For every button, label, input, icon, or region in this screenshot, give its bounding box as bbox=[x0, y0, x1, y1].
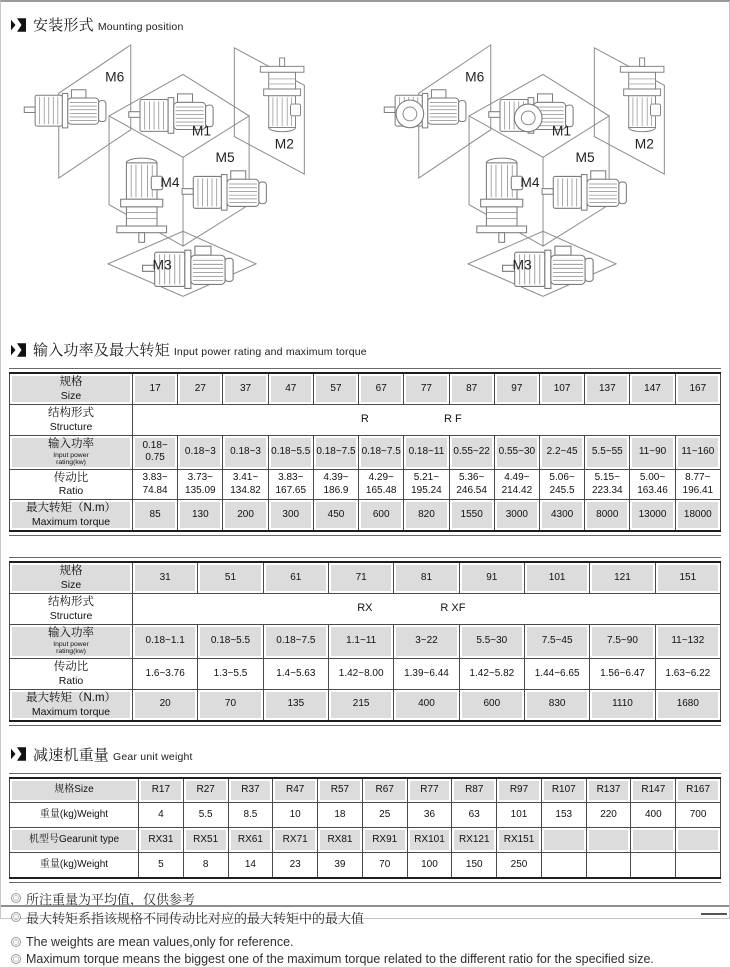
table-cell: 5.5~​55 bbox=[585, 435, 630, 469]
table-cell: 250 bbox=[497, 853, 542, 878]
table-cell: 31 bbox=[133, 562, 198, 593]
table-cell: 0.18~​0.75 bbox=[133, 435, 178, 469]
table-cell: RX81 bbox=[318, 828, 363, 853]
section-title-en: Mounting position bbox=[97, 21, 184, 33]
table-cell: 8 bbox=[183, 853, 228, 878]
table-cell bbox=[541, 853, 586, 878]
table-cell: 107 bbox=[539, 373, 584, 404]
power-torque-table-rx-series bbox=[9, 561, 721, 721]
table-cell: 20 bbox=[133, 689, 198, 720]
position-label-m3: M3 bbox=[512, 257, 532, 273]
row-header-weight: 重量(kg)Weight bbox=[10, 853, 139, 878]
double-chevron-icon bbox=[11, 747, 26, 761]
table-cell: 137 bbox=[585, 373, 630, 404]
table-cell: RX61 bbox=[228, 828, 273, 853]
table-cell: 61 bbox=[263, 562, 328, 593]
table-cell: 47 bbox=[268, 373, 313, 404]
table-cell: R57 bbox=[318, 778, 363, 803]
table-cell: 3~​22 bbox=[394, 625, 459, 659]
table-cell: 1.4~​5.63 bbox=[263, 658, 328, 689]
section-title-en: Gear unit weight bbox=[113, 750, 193, 763]
table-cell: 5.5 bbox=[183, 803, 228, 828]
table-cell: 1.42~​5.82 bbox=[459, 658, 524, 689]
mounting-section-header bbox=[11, 14, 729, 35]
table-row-ratio bbox=[10, 658, 721, 689]
table-row-max-torque bbox=[10, 500, 721, 531]
table-cell: 400 bbox=[394, 689, 459, 720]
note-text: 所注重量为平均值，仅供参考 bbox=[26, 891, 196, 907]
table-row-ratio bbox=[10, 469, 721, 500]
table-cell: 1.6~​3.76 bbox=[133, 658, 198, 689]
table-cell: 17 bbox=[133, 373, 178, 404]
row-header-gearunit-type: 机型号Gearunit type bbox=[10, 828, 139, 853]
table-cell: 5.06~​245.5 bbox=[539, 469, 584, 500]
table-cell: 100 bbox=[407, 853, 452, 878]
row-header-input-power: 输入功率 Input power rating(kw) bbox=[10, 435, 133, 469]
table-row-weight bbox=[10, 803, 721, 828]
table-cell: 600 bbox=[359, 500, 404, 531]
page-bottom-rule bbox=[1, 905, 729, 907]
table-cell: RX91 bbox=[362, 828, 407, 853]
table-row-max-torque bbox=[10, 689, 721, 720]
bullseye-icon bbox=[11, 954, 21, 964]
table-r-series-wrap bbox=[9, 368, 721, 536]
position-label-m5: M5 bbox=[575, 150, 595, 166]
table-cell: 5.5~​30 bbox=[459, 625, 524, 659]
weight-section-header bbox=[11, 744, 729, 765]
power-section-header bbox=[11, 339, 729, 360]
table-cell: 63 bbox=[452, 803, 497, 828]
table-cell: 147 bbox=[630, 373, 675, 404]
row-header-size: 规格 Size bbox=[10, 562, 133, 593]
table-row-size bbox=[10, 562, 721, 593]
bullseye-icon bbox=[11, 893, 21, 903]
structure-cell bbox=[133, 404, 721, 435]
table-row-size bbox=[10, 778, 721, 803]
table-cell: 5.00~​163.46 bbox=[630, 469, 675, 500]
table-cell: 91 bbox=[459, 562, 524, 593]
table-cell: RX151 bbox=[497, 828, 542, 853]
bullseye-icon bbox=[11, 912, 21, 922]
table-cell: 4.39~​186.9 bbox=[313, 469, 358, 500]
table-cell bbox=[586, 828, 631, 853]
table-cell bbox=[631, 828, 676, 853]
table-cell: 5.21~​195.24 bbox=[404, 469, 449, 500]
table-cell: RX101 bbox=[407, 828, 452, 853]
table-row-gearunit-type bbox=[10, 828, 721, 853]
table-cell: 1.42~​8.00 bbox=[328, 658, 393, 689]
table-cell: 1.1~​11 bbox=[328, 625, 393, 659]
table-cell: 3.83~​167.65 bbox=[268, 469, 313, 500]
mounting-diagram-right bbox=[367, 37, 723, 323]
table-cell: R167 bbox=[676, 778, 721, 803]
table-cell bbox=[631, 853, 676, 878]
table-cell: 3.41~​134.82 bbox=[223, 469, 268, 500]
position-label-m4: M4 bbox=[160, 174, 180, 190]
table-cell: 4 bbox=[139, 803, 184, 828]
table-cell: 400 bbox=[631, 803, 676, 828]
table-rx-series-wrap bbox=[9, 557, 721, 725]
table-cell: 4300 bbox=[539, 500, 584, 531]
section-title-zh: 输入功率及最大转矩 bbox=[33, 342, 170, 359]
table-cell: 5.15~​223.34 bbox=[585, 469, 630, 500]
table-cell bbox=[676, 828, 721, 853]
section-title-zh: 减速机重量 bbox=[33, 746, 110, 764]
note-text: Maximum torque means the biggest one of the maximum torque related to the different ratio for the specified size. bbox=[26, 952, 654, 967]
table-row-weight2 bbox=[10, 853, 721, 878]
table-cell: 77 bbox=[404, 373, 449, 404]
section-title-en: Input power rating and maximum torque bbox=[173, 346, 367, 358]
position-label-m2: M2 bbox=[274, 136, 294, 152]
table-cell: 4.49~​214.42 bbox=[494, 469, 539, 500]
mounting-diagram-left bbox=[7, 37, 363, 323]
table-cell: R137 bbox=[586, 778, 631, 803]
table-cell: 11~​132 bbox=[655, 625, 720, 659]
table-cell: 0.55~​30 bbox=[494, 435, 539, 469]
structure-rf: R F bbox=[444, 412, 462, 425]
table-cell: 820 bbox=[404, 500, 449, 531]
table-row-size bbox=[10, 373, 721, 404]
note-text: 最大转矩系指该规格不同传动比对应的最大转矩中的最大值 bbox=[26, 910, 365, 926]
table-cell: R37 bbox=[228, 778, 273, 803]
table-cell: 600 bbox=[459, 689, 524, 720]
table-cell: 121 bbox=[590, 562, 655, 593]
table-cell: 215 bbox=[328, 689, 393, 720]
table-cell: 67 bbox=[359, 373, 404, 404]
table-cell: 3000 bbox=[494, 500, 539, 531]
table-row-input-power bbox=[10, 435, 721, 469]
table-cell: 0.18~​5.5 bbox=[268, 435, 313, 469]
position-label-m2: M2 bbox=[634, 136, 654, 152]
crop-mark bbox=[701, 913, 727, 915]
table-cell: 1.56~​6.47 bbox=[590, 658, 655, 689]
table-cell: R107 bbox=[541, 778, 586, 803]
mounting-diagrams bbox=[1, 35, 729, 325]
table-row-input-power bbox=[10, 625, 721, 659]
table-cell: 7.5~​90 bbox=[590, 625, 655, 659]
table-cell: 700 bbox=[676, 803, 721, 828]
row-header-ratio: 传动比 Ratio bbox=[10, 658, 133, 689]
table-cell: 8000 bbox=[585, 500, 630, 531]
row-header-max-torque: 最大转矩（N.m） Maximum torque bbox=[10, 689, 133, 720]
table-cell: 0.18~​3 bbox=[223, 435, 268, 469]
note-line bbox=[11, 909, 729, 926]
row-header-weight: 重量(kg)Weight bbox=[10, 803, 139, 828]
table-cell: 23 bbox=[273, 853, 318, 878]
table-cell: 8.5 bbox=[228, 803, 273, 828]
table-cell: 300 bbox=[268, 500, 313, 531]
table-cell: 135 bbox=[263, 689, 328, 720]
bullseye-icon bbox=[11, 937, 21, 947]
table-cell: 1.63~​6.22 bbox=[655, 658, 720, 689]
table-cell: 1.3~​5.5 bbox=[198, 658, 263, 689]
table-cell: 14 bbox=[228, 853, 273, 878]
table-cell bbox=[676, 853, 721, 878]
table-cell: 97 bbox=[494, 373, 539, 404]
table-cell: 3.73~​135.09 bbox=[178, 469, 223, 500]
table-cell: 0.18~​7.5 bbox=[359, 435, 404, 469]
table-cell: 0.18~​7.5 bbox=[313, 435, 358, 469]
position-label-m6: M6 bbox=[465, 69, 485, 85]
table-cell: R67 bbox=[362, 778, 407, 803]
note-line bbox=[11, 935, 729, 950]
table-cell: 0.18~​11 bbox=[404, 435, 449, 469]
table-cell: 0.18~​5.5 bbox=[198, 625, 263, 659]
table-cell: 8.77~​196.41 bbox=[675, 469, 720, 500]
power-torque-table-r-series bbox=[9, 372, 721, 532]
section-title bbox=[33, 339, 367, 360]
table-cell: 18000 bbox=[675, 500, 720, 531]
table-cell: 37 bbox=[223, 373, 268, 404]
row-header-size: 规格 Size bbox=[10, 373, 133, 404]
table-cell: 0.55~​22 bbox=[449, 435, 494, 469]
table-cell: R147 bbox=[631, 778, 676, 803]
table-cell: 11~​160 bbox=[675, 435, 720, 469]
section-title-zh: 安装形式 bbox=[33, 17, 94, 34]
table-cell: R27 bbox=[183, 778, 228, 803]
row-header-max-torque: 最大转矩（N.m） Maximum torque bbox=[10, 500, 133, 531]
note-text: The weights are mean values,only for reference. bbox=[26, 935, 294, 950]
table-cell: 11~​90 bbox=[630, 435, 675, 469]
note-line bbox=[11, 952, 729, 967]
double-chevron-icon bbox=[11, 18, 26, 32]
table-cell: 36 bbox=[407, 803, 452, 828]
table-cell: 153 bbox=[541, 803, 586, 828]
row-header-structure: 结构形式 Structure bbox=[10, 404, 133, 435]
structure-rxf: R XF bbox=[440, 602, 466, 615]
table-cell: 39 bbox=[318, 853, 363, 878]
footnotes bbox=[11, 890, 729, 967]
table-cell: 81 bbox=[394, 562, 459, 593]
table-cell: 87 bbox=[449, 373, 494, 404]
table-cell: RX51 bbox=[183, 828, 228, 853]
table-cell: RX71 bbox=[273, 828, 318, 853]
table-cell: R97 bbox=[497, 778, 542, 803]
table-cell: 4.29~​165.48 bbox=[359, 469, 404, 500]
row-header-size: 规格Size bbox=[10, 778, 139, 803]
table-cell: 13000 bbox=[630, 500, 675, 531]
table-row-structure bbox=[10, 404, 721, 435]
weight-table-wrap bbox=[9, 773, 721, 883]
table-cell: 25 bbox=[362, 803, 407, 828]
table-cell: RX121 bbox=[452, 828, 497, 853]
position-label-m3: M3 bbox=[152, 257, 172, 273]
table-cell: 2.2~​45 bbox=[539, 435, 584, 469]
table-cell: 0.18~​7.5 bbox=[263, 625, 328, 659]
position-label-m1: M1 bbox=[191, 123, 212, 139]
position-label-m5: M5 bbox=[215, 150, 235, 166]
position-label-m6: M6 bbox=[105, 69, 125, 85]
table-cell: R47 bbox=[273, 778, 318, 803]
table-cell: 0.18~​3 bbox=[178, 435, 223, 469]
section-title bbox=[33, 14, 184, 35]
table-cell bbox=[586, 853, 631, 878]
table-cell: 830 bbox=[524, 689, 589, 720]
table-cell: 101 bbox=[524, 562, 589, 593]
structure-rx: RX bbox=[357, 602, 373, 615]
table-cell: 0.18~​1.1 bbox=[133, 625, 198, 659]
table-cell: 1110 bbox=[590, 689, 655, 720]
table-cell: 151 bbox=[655, 562, 720, 593]
table-cell: 70 bbox=[198, 689, 263, 720]
structure-cell bbox=[133, 594, 721, 625]
table-cell: 3.83~​74.84 bbox=[133, 469, 178, 500]
table-cell: 1.44~​6.65 bbox=[524, 658, 589, 689]
table-cell: 167 bbox=[675, 373, 720, 404]
double-chevron-icon bbox=[11, 343, 26, 357]
table-cell: 7.5~​45 bbox=[524, 625, 589, 659]
table-cell: 150 bbox=[452, 853, 497, 878]
table-cell: 1.39~​6.44 bbox=[394, 658, 459, 689]
table-cell: R17 bbox=[139, 778, 184, 803]
table-cell: 200 bbox=[223, 500, 268, 531]
table-cell: 1550 bbox=[449, 500, 494, 531]
row-header-ratio: 传动比 Ratio bbox=[10, 469, 133, 500]
table-cell: 220 bbox=[586, 803, 631, 828]
table-cell: 1680 bbox=[655, 689, 720, 720]
table-row-structure bbox=[10, 594, 721, 625]
table-cell: 10 bbox=[273, 803, 318, 828]
table-cell: 450 bbox=[313, 500, 358, 531]
table-cell: 130 bbox=[178, 500, 223, 531]
table-cell: 101 bbox=[497, 803, 542, 828]
gear-unit-weight-table bbox=[9, 777, 721, 879]
row-header-structure: 结构形式 Structure bbox=[10, 594, 133, 625]
row-header-input-power: 输入功率 Input power rating(kw) bbox=[10, 625, 133, 659]
position-label-m1: M1 bbox=[551, 123, 572, 139]
table-cell: 70 bbox=[362, 853, 407, 878]
table-cell: R77 bbox=[407, 778, 452, 803]
table-cell: 71 bbox=[328, 562, 393, 593]
table-cell: RX31 bbox=[139, 828, 184, 853]
table-cell: 18 bbox=[318, 803, 363, 828]
table-cell bbox=[541, 828, 586, 853]
table-cell: 57 bbox=[313, 373, 358, 404]
position-label-m4: M4 bbox=[520, 174, 540, 190]
table-cell: R87 bbox=[452, 778, 497, 803]
section-title bbox=[33, 744, 193, 765]
table-cell: 5 bbox=[139, 853, 184, 878]
table-cell: 51 bbox=[198, 562, 263, 593]
structure-r: R bbox=[360, 412, 369, 425]
table-cell: 27 bbox=[178, 373, 223, 404]
table-cell: 5.36~​246.54 bbox=[449, 469, 494, 500]
table-cell: 85 bbox=[133, 500, 178, 531]
